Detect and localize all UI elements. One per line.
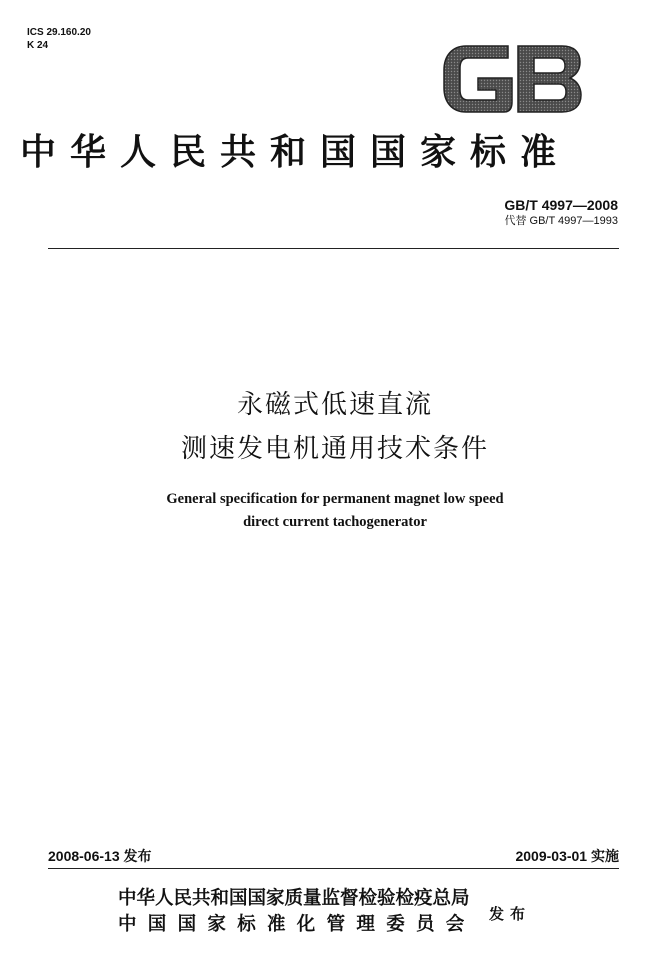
replaces-standard: 代替 GB/T 4997—1993 [504,215,618,227]
publisher-line-1: 中华人民共和国国家质量监督检验检疫总局 [118,888,470,909]
english-title-line-2: direct current tachogenerator [243,514,427,530]
implementation-date: 2009-03-01 实施 [515,848,619,864]
standard-number-block [504,196,618,228]
bottom-divider [48,868,619,869]
publisher-line-2: 中国国家标准化管理委员会 [118,914,476,935]
ics-code: ICS 29.160.20 [27,27,91,38]
english-title-line-1: General specification for permanent magnet low speed [166,491,504,507]
chinese-title-line-1: 永磁式低速直流 [236,390,433,420]
classification-codes [27,26,91,52]
issue-date: 2008-06-13 发布 [48,848,152,864]
top-divider [48,248,619,249]
ccs-code: K 24 [27,40,49,51]
chinese-title-line-2: 测速发电机通用技术条件 [180,434,489,464]
publisher-names [118,886,476,938]
chinese-title [0,383,670,471]
standard-category-title: 中华人民共和国国家标准 [20,131,571,173]
english-title [0,488,670,534]
release-label: 发布 [489,905,532,923]
standard-number: GB/T 4997—2008 [504,197,618,213]
gb-logo-icon [438,40,586,118]
